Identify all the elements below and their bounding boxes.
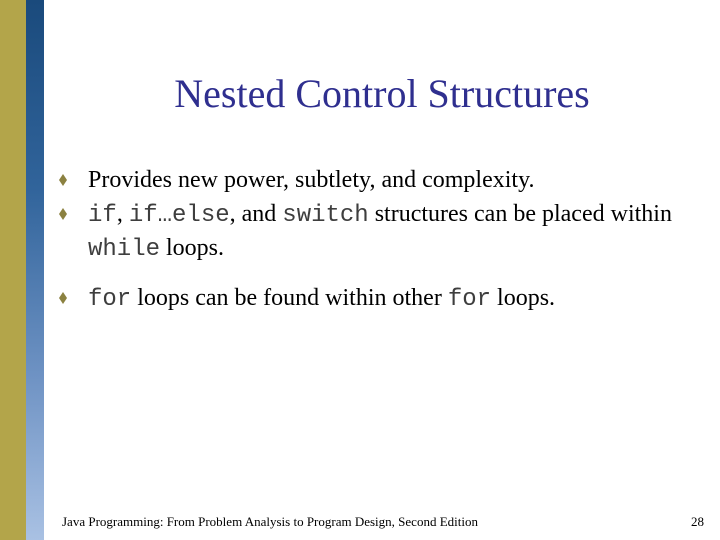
code-if-else: if…else: [128, 202, 230, 229]
code-for: for: [447, 286, 492, 313]
footer-text: Java Programming: From Problem Analysis to Program Design, Second Edition: [62, 514, 478, 529]
page-number: 28: [691, 514, 704, 529]
bullet-list: [58, 164, 698, 316]
sidebar-olive-stripe: [0, 0, 26, 540]
bullet-3-text-b: loops.: [491, 285, 556, 311]
bullet-item-1: [58, 164, 698, 196]
code-for: for: [88, 286, 132, 313]
bullet-3-text-a: loops can be found within other: [131, 285, 448, 311]
code-while: while: [88, 236, 161, 263]
bullet-2-text-a: ,: [116, 201, 129, 227]
bullet-2-text-b: , and: [229, 201, 283, 227]
code-switch: switch: [282, 202, 369, 229]
diamond-bullet-icon: [58, 173, 68, 187]
bullet-2-text-c: structures can be placed within: [368, 201, 672, 227]
diamond-bullet-icon: [58, 207, 68, 221]
bullet-1-text: Provides new power, subtlety, and complexity.: [88, 167, 535, 193]
bullet-2-text-d: loops.: [160, 235, 225, 261]
code-if: if: [88, 202, 117, 229]
sidebar-blue-gradient-stripe: [26, 0, 44, 540]
diamond-bullet-icon: [58, 291, 68, 305]
bullet-item-3: [58, 282, 698, 316]
slide-title: Nested Control Structures: [174, 71, 590, 116]
bullet-item-2: [58, 198, 698, 266]
